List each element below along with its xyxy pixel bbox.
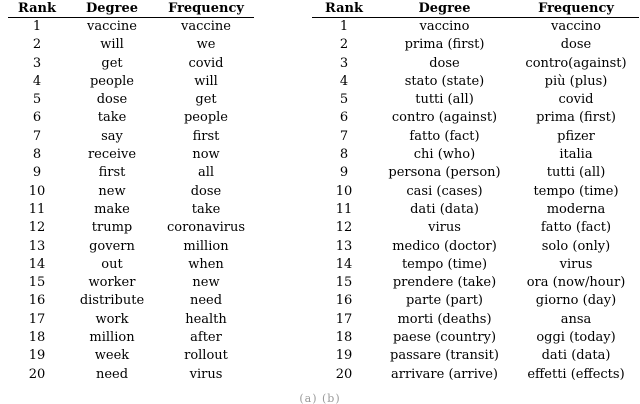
rank-cell: 17 xyxy=(28,311,46,327)
degree-cell: vaccino xyxy=(419,19,470,34)
degree-cell: receive xyxy=(87,147,137,163)
degree-cell: worker xyxy=(88,275,136,291)
rank-cell: 5 xyxy=(339,92,349,108)
rank-cell: 19 xyxy=(28,348,46,364)
degree-cell: vaccine xyxy=(87,19,137,34)
degree-cell: first xyxy=(98,165,126,181)
frequency-cell: tutti (all) xyxy=(546,165,606,181)
frequency-cell: pfizer xyxy=(557,128,595,144)
frequency-cell: ansa xyxy=(560,311,592,327)
table-row xyxy=(312,256,639,274)
degree-cell: make xyxy=(94,201,130,217)
frequency-cell: dose xyxy=(560,37,592,53)
frequency-cell: dati (data) xyxy=(541,348,611,364)
table-row xyxy=(8,183,254,201)
frequency-cell: prima (first) xyxy=(536,110,616,126)
column-header-rank: Rank xyxy=(8,0,66,18)
degree-cell: million xyxy=(89,330,135,346)
frequency-cell: we xyxy=(196,37,216,53)
degree-cell: new xyxy=(98,183,126,199)
table-row xyxy=(312,329,639,347)
rank-cell: 3 xyxy=(32,55,42,71)
rank-cell: 9 xyxy=(32,165,42,181)
rank-cell: 20 xyxy=(335,366,353,382)
degree-cell: out xyxy=(101,256,123,272)
degree-cell: get xyxy=(101,55,123,71)
table-header-row xyxy=(8,0,254,18)
table-row xyxy=(8,219,254,237)
frequency-cell: oggi (today) xyxy=(536,330,616,346)
rank-cell: 1 xyxy=(32,19,42,34)
frequency-cell: covid xyxy=(558,92,594,108)
frequency-cell: virus xyxy=(559,256,593,272)
italian-words-table xyxy=(312,0,639,384)
rank-cell: 13 xyxy=(28,238,46,254)
table-row xyxy=(8,146,254,164)
table-row xyxy=(8,18,254,37)
table-row xyxy=(8,274,254,292)
table-row xyxy=(312,18,639,37)
degree-cell: stato (state) xyxy=(404,73,485,89)
rank-cell: 6 xyxy=(32,110,42,126)
table-row xyxy=(8,238,254,256)
rank-cell: 2 xyxy=(339,37,349,53)
table-row xyxy=(312,274,639,292)
rank-cell: 15 xyxy=(28,275,46,291)
rank-cell: 14 xyxy=(335,256,353,272)
degree-cell: parte (part) xyxy=(406,293,483,309)
degree-cell: contro (against) xyxy=(391,110,498,126)
table-row xyxy=(312,164,639,182)
table-row xyxy=(312,109,639,127)
frequency-cell: più (plus) xyxy=(544,73,608,89)
rank-cell: 1 xyxy=(339,19,349,34)
table-row xyxy=(312,366,639,384)
table-row xyxy=(8,91,254,109)
rank-cell: 18 xyxy=(28,330,46,346)
table-row xyxy=(8,55,254,73)
rank-cell: 19 xyxy=(335,348,353,364)
degree-cell: will xyxy=(100,37,124,53)
rank-cell: 10 xyxy=(28,183,46,199)
frequency-cell: virus xyxy=(189,366,223,382)
table-row xyxy=(312,292,639,310)
rank-cell: 5 xyxy=(32,92,42,108)
rank-cell: 13 xyxy=(335,238,353,254)
frequency-cell: now xyxy=(192,147,220,163)
rank-cell: 7 xyxy=(32,128,42,144)
rank-cell: 16 xyxy=(28,293,46,309)
rank-cell: 2 xyxy=(32,37,42,53)
frequency-cell: take xyxy=(191,201,221,217)
degree-cell: tempo (time) xyxy=(401,256,488,272)
table-row xyxy=(8,128,254,146)
table-row xyxy=(8,164,254,182)
rank-cell: 4 xyxy=(339,73,349,89)
degree-cell: persona (person) xyxy=(388,165,501,181)
frequency-cell: first xyxy=(192,128,220,144)
table-row xyxy=(8,201,254,219)
frequency-cell: million xyxy=(183,238,229,254)
degree-cell: week xyxy=(94,348,130,364)
frequency-cell: when xyxy=(188,256,224,272)
table-row xyxy=(312,128,639,146)
degree-cell: passare (transit) xyxy=(390,348,499,364)
degree-cell: dose xyxy=(429,55,460,71)
rank-cell: 9 xyxy=(339,165,349,181)
frequency-cell: after xyxy=(190,330,222,346)
rank-cell: 11 xyxy=(28,201,46,217)
frequency-cell: ora (now/hour) xyxy=(526,275,626,291)
table-row xyxy=(312,219,639,237)
frequency-cell: health xyxy=(185,311,227,327)
table-row xyxy=(312,183,639,201)
rank-cell: 20 xyxy=(28,366,46,382)
frequency-cell: get xyxy=(195,92,217,108)
frequency-cell: all xyxy=(197,165,215,181)
table-row xyxy=(8,329,254,347)
degree-cell: need xyxy=(95,366,129,382)
frequency-cell: need xyxy=(189,293,223,309)
frequency-cell: vaccine xyxy=(181,19,231,34)
frequency-cell: tempo (time) xyxy=(533,183,619,199)
table-header-row xyxy=(312,0,639,18)
column-header-frequency: Frequency xyxy=(513,0,639,18)
frequency-cell: covid xyxy=(188,55,224,71)
degree-cell: casi (cases) xyxy=(406,183,483,199)
table-row xyxy=(8,109,254,127)
column-header-frequency: Frequency xyxy=(158,0,254,18)
frequency-cell: vaccino xyxy=(550,19,601,34)
frequency-cell: will xyxy=(194,73,218,89)
rank-cell: 12 xyxy=(28,220,46,236)
table-row xyxy=(8,36,254,54)
rank-cell: 3 xyxy=(339,55,349,71)
frequency-cell: moderna xyxy=(546,201,606,217)
frequency-cell: italia xyxy=(559,147,593,163)
degree-cell: arrivare (arrive) xyxy=(391,366,498,382)
degree-cell: chi (who) xyxy=(413,147,476,163)
frequency-cell: new xyxy=(192,275,220,291)
table-row xyxy=(312,146,639,164)
table-row xyxy=(8,256,254,274)
rank-cell: 14 xyxy=(28,256,46,272)
column-header-degree: Degree xyxy=(376,0,513,18)
table-row xyxy=(312,347,639,365)
degree-cell: dose xyxy=(96,92,128,108)
frequency-cell: giorno (day) xyxy=(535,293,617,309)
degree-cell: prima (first) xyxy=(404,37,485,53)
degree-cell: people xyxy=(89,73,134,89)
table-row xyxy=(8,292,254,310)
degree-cell: dati (data) xyxy=(410,201,479,217)
table-row xyxy=(312,311,639,329)
frequency-cell: rollout xyxy=(184,348,228,364)
table-row xyxy=(312,36,639,54)
frequency-cell: coronavirus xyxy=(166,220,246,236)
degree-cell: medico (doctor) xyxy=(392,238,497,254)
degree-cell: work xyxy=(95,311,129,327)
degree-cell: govern xyxy=(89,238,135,254)
rank-cell: 8 xyxy=(339,147,349,163)
rank-cell: 12 xyxy=(335,220,353,236)
rank-cell: 6 xyxy=(339,110,349,126)
table-row xyxy=(8,366,254,384)
frequency-cell: people xyxy=(183,110,228,126)
column-header-rank: Rank xyxy=(312,0,376,18)
table-row xyxy=(312,91,639,109)
degree-cell: take xyxy=(97,110,127,126)
table-caption: (a) (b) xyxy=(299,392,341,404)
table-row xyxy=(8,347,254,365)
degree-cell: say xyxy=(101,128,123,144)
column-header-degree: Degree xyxy=(66,0,158,18)
frequency-cell: solo (only) xyxy=(541,238,611,254)
table-row xyxy=(8,311,254,329)
rank-cell: 7 xyxy=(339,128,349,144)
table-row xyxy=(312,201,639,219)
degree-cell: paese (country) xyxy=(392,330,497,346)
english-words-table xyxy=(8,0,254,384)
rank-cell: 16 xyxy=(335,293,353,309)
rank-cell: 18 xyxy=(335,330,353,346)
table-row xyxy=(8,73,254,91)
degree-cell: prendere (take) xyxy=(392,275,497,291)
degree-cell: morti (deaths) xyxy=(397,311,492,327)
frequency-cell: effetti (effects) xyxy=(527,366,625,382)
rank-cell: 15 xyxy=(335,275,353,291)
rank-cell: 10 xyxy=(335,183,353,199)
table-row xyxy=(312,238,639,256)
degree-cell: distribute xyxy=(79,293,145,309)
table-row xyxy=(312,73,639,91)
degree-cell: trump xyxy=(91,220,133,236)
rank-cell: 8 xyxy=(32,147,42,163)
degree-cell: tutti (all) xyxy=(415,92,474,108)
frequency-cell: contro(against) xyxy=(525,55,627,71)
degree-cell: virus xyxy=(428,220,461,236)
frequency-cell: dose xyxy=(190,183,222,199)
rank-cell: 11 xyxy=(335,201,353,217)
table-row xyxy=(312,55,639,73)
frequency-cell: fatto (fact) xyxy=(540,220,612,236)
degree-cell: fatto (fact) xyxy=(409,128,480,144)
rank-cell: 17 xyxy=(335,311,353,327)
rank-cell: 4 xyxy=(32,73,42,89)
